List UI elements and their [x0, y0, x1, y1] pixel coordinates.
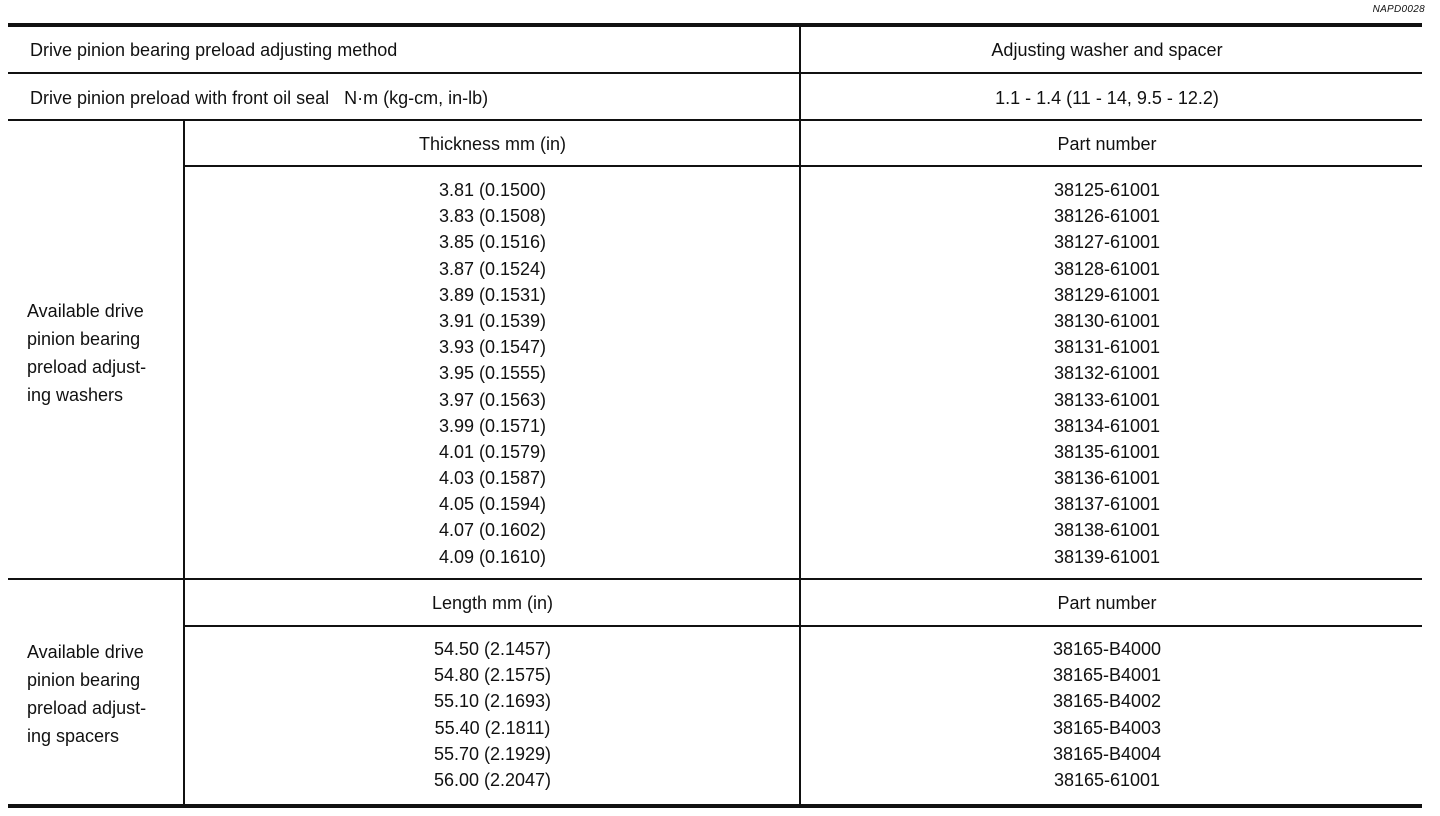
washer-part-number-cell: 38126-61001 — [1053, 206, 1161, 227]
washer-thickness-cell: 4.03 (0.1587) — [438, 468, 547, 489]
washer-thickness-cell: 3.93 (0.1547) — [438, 337, 547, 358]
washer-thickness-cell: 3.91 (0.1539) — [438, 310, 547, 331]
washer-part-number-cell: 38131-61001 — [1053, 337, 1161, 358]
document-id: NAPD0028 — [1372, 4, 1425, 15]
preload-value: 1.1 - 1.4 (11 - 14, 9.5 - 12.2) — [995, 88, 1219, 108]
thickness-column-header: Thickness mm (in) — [418, 134, 566, 154]
side-label-line: Available drive — [27, 642, 144, 662]
spacer-part-list — [801, 636, 1413, 793]
washer-thickness-cell: 4.07 (0.1602) — [438, 520, 547, 541]
side-label-line: Available drive — [27, 301, 144, 321]
spacer-length-cell: 54.50 (2.1457) — [433, 639, 552, 659]
washer-section-end-rule — [8, 578, 1422, 580]
washer-part-number-cell: 38129-61001 — [1053, 284, 1161, 305]
washer-part-number-cell: 38128-61001 — [1053, 258, 1161, 279]
spacers-side-label — [27, 638, 146, 750]
side-label-line: pinion bearing — [27, 670, 141, 690]
spacer-length-cell: 55.70 (2.1929) — [433, 743, 552, 764]
header-row-rule — [8, 72, 1422, 74]
washer-part-number-cell: 38139-61001 — [1053, 546, 1161, 567]
length-column-header: Length mm (in) — [431, 593, 554, 613]
washer-thickness-cell: 3.95 (0.1555) — [438, 363, 547, 384]
spacer-part-number-cell: 38165-B4000 — [1052, 639, 1162, 659]
washer-part-number-cell: 38127-61001 — [1053, 232, 1161, 253]
washer-thickness-cell: 3.89 (0.1531) — [438, 284, 547, 305]
spacer-length-cell: 55.10 (2.1693) — [433, 691, 552, 712]
washer-thickness-cell: 4.09 (0.1610) — [438, 546, 547, 567]
method-label: Drive pinion bearing preload adjusting method — [30, 40, 398, 60]
washer-part-number-cell: 38134-61001 — [1053, 415, 1161, 436]
side-label-line: pinion bearing — [27, 329, 141, 349]
spacer-part-number-cell: 38165-B4002 — [1052, 691, 1162, 712]
washer-part-number-cell: 38135-61001 — [1053, 441, 1161, 462]
spacer-part-number-cell: 38165-61001 — [1053, 769, 1161, 790]
washer-part-number-cell: 38125-61001 — [1053, 180, 1161, 200]
washer-thickness-cell: 3.81 (0.1500) — [438, 180, 547, 200]
washer-part-number-cell: 38132-61001 — [1053, 363, 1161, 384]
table-top-rule — [8, 23, 1422, 27]
washer-thickness-cell: 3.87 (0.1524) — [438, 258, 547, 279]
method-value: Adjusting washer and spacer — [991, 40, 1223, 60]
spacer-part-number-cell: 38165-B4001 — [1052, 665, 1162, 686]
spacer-part-number-cell: 38165-B4004 — [1052, 743, 1162, 764]
side-label-line: ing washers — [27, 385, 124, 405]
preload-row-rule — [8, 119, 1422, 121]
side-label-line: preload adjust- — [27, 357, 147, 377]
washer-thickness-list — [186, 177, 799, 570]
washer-thickness-cell: 4.01 (0.1579) — [438, 441, 547, 462]
washer-part-number-cell: 38133-61001 — [1053, 389, 1161, 410]
washer-part-number-cell: 38136-61001 — [1053, 468, 1161, 489]
washer-part-number-cell: 38137-61001 — [1053, 494, 1161, 515]
spacer-length-cell: 54.80 (2.1575) — [433, 665, 552, 686]
side-label-line: preload adjust- — [27, 698, 147, 718]
spacer-length-cell: 56.00 (2.2047) — [433, 769, 552, 790]
washers-side-label — [27, 297, 146, 409]
spacer-part-number-cell: 38165-B4003 — [1052, 717, 1162, 738]
preload-label: Drive pinion preload with front oil seal N·m (kg-cm, in-lb) — [30, 88, 489, 108]
side-label-divider — [183, 121, 185, 804]
washer-thickness-cell: 3.99 (0.1571) — [438, 415, 547, 436]
table-bottom-rule — [8, 804, 1422, 808]
spacer-length-cell: 55.40 (2.1811) — [434, 717, 551, 738]
washer-part-list — [801, 177, 1413, 570]
spacer-part-column-header: Part number — [1057, 593, 1157, 613]
washer-part-number-cell: 38130-61001 — [1053, 310, 1161, 331]
spacer-length-list — [186, 636, 799, 793]
washer-colhead-rule — [184, 165, 1422, 167]
washer-thickness-cell: 4.05 (0.1594) — [438, 494, 547, 515]
washer-thickness-cell: 3.97 (0.1563) — [438, 389, 547, 410]
side-label-line: ing spacers — [27, 726, 120, 746]
spacer-colhead-rule — [184, 625, 1422, 627]
washer-part-column-header: Part number — [1057, 134, 1157, 154]
washer-thickness-cell: 3.83 (0.1508) — [438, 206, 547, 227]
washer-thickness-cell: 3.85 (0.1516) — [438, 232, 547, 253]
washer-part-number-cell: 38138-61001 — [1053, 520, 1161, 541]
